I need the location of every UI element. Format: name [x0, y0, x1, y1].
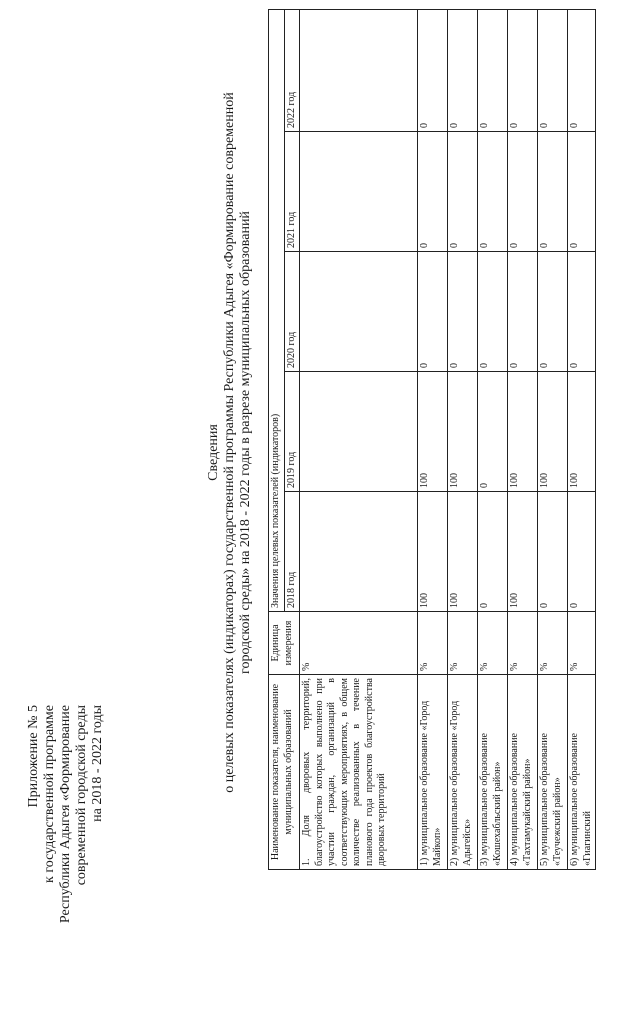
municipality-name: 4) муниципальное образование «Тахтамукайский район» — [508, 675, 538, 870]
indicator-unit: % — [538, 612, 568, 675]
value-cell: 100 — [448, 372, 478, 492]
value-cell — [300, 132, 418, 252]
document-subtitle-line: о целевых показателях (индикаторах) государственной программы Республики Адыгея «Формирование современной — [222, 92, 237, 793]
header-year: 2020 год — [284, 252, 300, 372]
value-cell: 0 — [448, 132, 478, 252]
value-cell: 0 — [478, 252, 508, 372]
value-cell: 0 — [478, 492, 508, 612]
header-year: 2021 год — [284, 132, 300, 252]
table-row — [418, 9, 448, 869]
table-row — [508, 9, 538, 869]
appendix-line: современной городской среды — [74, 705, 89, 886]
value-cell: 100 — [508, 372, 538, 492]
value-cell: 0 — [568, 9, 596, 131]
municipality-name: 5) муниципальное образование «Теучежский район» — [538, 675, 568, 870]
value-cell: 0 — [538, 492, 568, 612]
value-cell — [300, 492, 418, 612]
appendix-line: на 2018 - 2022 годы — [90, 705, 105, 822]
municipality-name: 1) муниципальное образование «Город Майкоп» — [418, 675, 448, 870]
municipality-name: 6) муниципальное образование «Гиагинский — [568, 675, 596, 870]
value-cell: 0 — [538, 132, 568, 252]
value-cell: 0 — [478, 372, 508, 492]
value-cell: 100 — [418, 492, 448, 612]
table-row — [568, 9, 596, 869]
value-cell: 0 — [418, 9, 448, 131]
value-cell: 0 — [568, 132, 596, 252]
municipality-name: 2) муниципальное образование «Город Адыгейск» — [448, 675, 478, 870]
table-row — [478, 9, 508, 869]
value-cell — [300, 372, 418, 492]
appendix-line: к государственной программе — [42, 705, 57, 883]
value-cell: 0 — [448, 252, 478, 372]
document-title: Сведения — [206, 424, 221, 481]
indicator-unit: % — [568, 612, 596, 675]
indicators-table — [268, 9, 596, 870]
value-cell: 100 — [508, 492, 538, 612]
table-row — [448, 9, 478, 869]
value-cell — [300, 9, 418, 131]
header-indicator-name: Наименование показателя, наименование муниципальных образований — [269, 675, 300, 870]
indicator-unit: % — [418, 612, 448, 675]
indicator-name: 1. Доля дворовых территорий, благоустройство которых выполнено при участии граждан, организаций в соответствующих мероприятиях, в общем количестве реализованных в течение планового года проектов благоустройства дворовых территорий — [300, 675, 418, 870]
value-cell: 0 — [538, 252, 568, 372]
indicator-unit: % — [478, 612, 508, 675]
value-cell: 0 — [538, 9, 568, 131]
appendix-header — [26, 705, 106, 1025]
header-year: 2018 год — [284, 492, 300, 612]
table-row — [300, 9, 418, 869]
value-cell: 0 — [568, 252, 596, 372]
document-subtitle-line: городской среды» на 2018 - 2022 годы в разрезе муниципальных образований — [238, 211, 253, 674]
value-cell: 0 — [508, 252, 538, 372]
indicator-unit: % — [300, 612, 418, 675]
value-cell: 0 — [508, 9, 538, 131]
header-unit: Единица измерения — [269, 612, 300, 675]
indicator-unit: % — [508, 612, 538, 675]
appendix-line: Республики Адыгея «Формирование — [58, 705, 73, 924]
value-cell: 100 — [538, 372, 568, 492]
value-cell: 0 — [448, 9, 478, 131]
value-cell: 0 — [568, 492, 596, 612]
value-cell: 100 — [448, 492, 478, 612]
municipality-name: 3) муниципальное образование «Кошехабльский район» — [478, 675, 508, 870]
header-values: Значения целевых показателей (индикаторов) — [269, 9, 285, 611]
value-cell: 100 — [568, 372, 596, 492]
value-cell — [300, 252, 418, 372]
value-cell: 0 — [478, 9, 508, 131]
value-cell: 0 — [508, 132, 538, 252]
header-year: 2019 год — [284, 372, 300, 492]
value-cell: 0 — [478, 132, 508, 252]
header-year: 2022 год — [284, 9, 300, 131]
appendix-line: Приложение № 5 — [26, 705, 41, 808]
table-row — [538, 9, 568, 869]
indicator-unit: % — [448, 612, 478, 675]
value-cell: 0 — [418, 132, 448, 252]
value-cell: 100 — [418, 372, 448, 492]
value-cell: 0 — [418, 252, 448, 372]
